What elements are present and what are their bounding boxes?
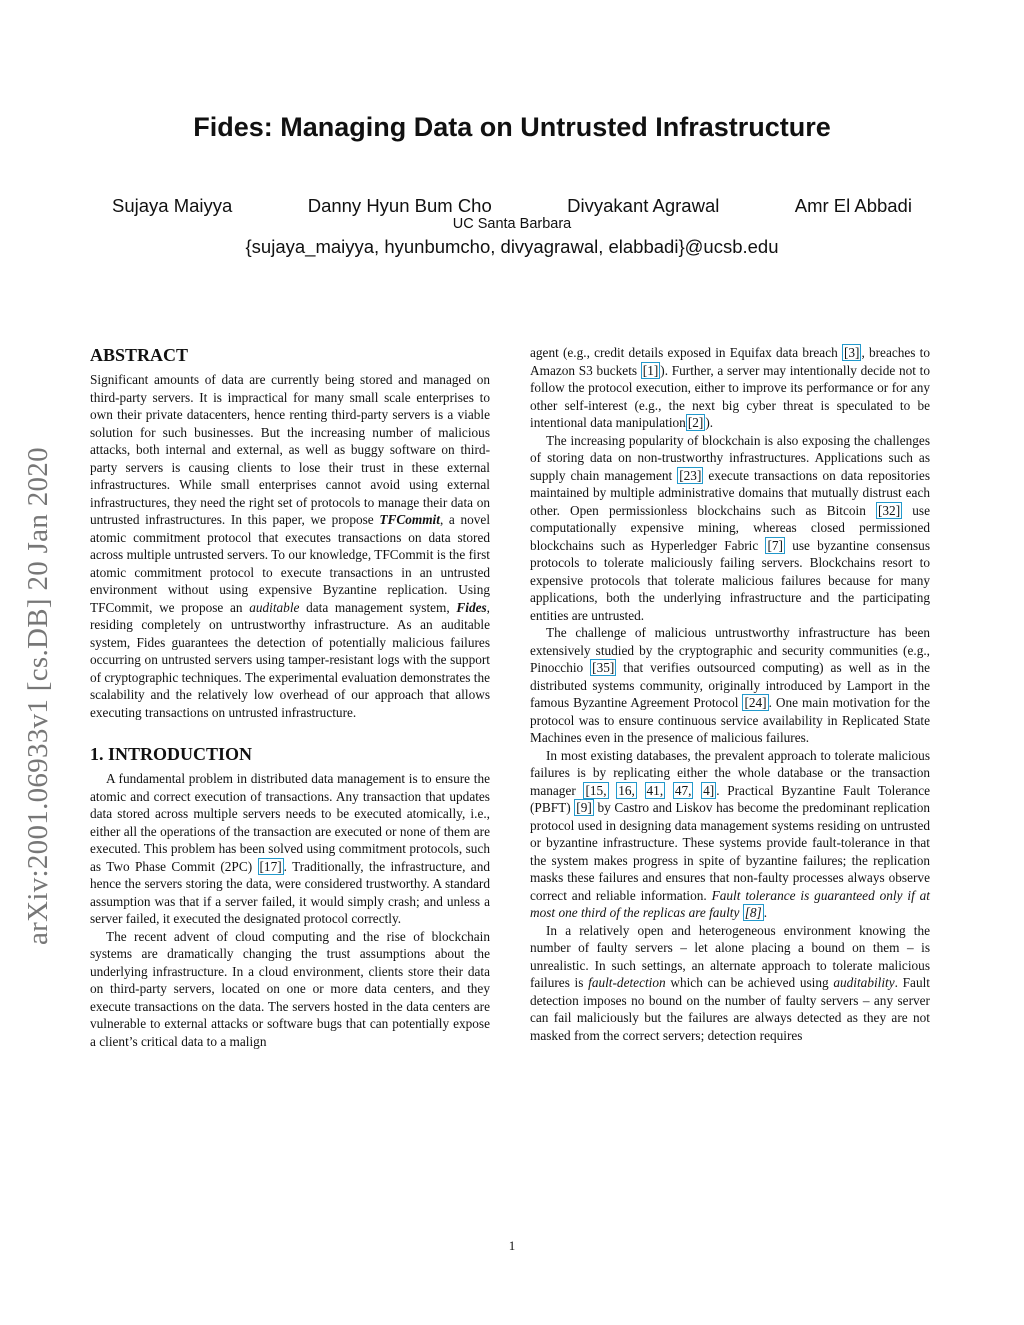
author-list (112, 195, 912, 217)
citation-link[interactable]: 41, (646, 782, 664, 798)
abstract-text: Significant amounts of data are currently being stored and managed on third-party servers. It is impractical for many small scale enterprises to own their private datacenters, hence renting third-party servers is a viable solution for such businesses. But the increasing number of malicious attacks, both internal and external, as well as buggy software on third-party servers is causing clients to lose their trust in these external infrastructures. While small enterprises cannot avoid using external infrastructures, they need the right set of protocols to manage their data on untrusted infrastructures. In this paper, we propose TFCommit, a novel atomic commitment protocol that executes transactions on data stored across multiple untrusted servers. To our knowledge, TFCommit is the first atomic commitment protocol to execute transactions in an untrusted environment without using expensive Byzantine replication. Using TFCommit, we propose an auditable data management system, Fides, residing completely on untrustworthy infrastructure. As an auditable system, Fides guarantees the detection of potentially malicious failures occurring on untrusted servers using tamper-resistant logs with the support of cryptographic techniques. The experimental evaluation demonstrates the scalability and the relatively low overhead of our approach that allows executing transactions on untrusted infrastructure. (90, 372, 491, 720)
paragraph: The challenge of malicious untrustworthy infrastructure has been extensively studied by the cryptographic and security communities (e.g., Pinocchio [35] that verifies outsourced computing) as well as in the distributed systems community, originally introduced by Lamport in the famous Byzantine Agreement Protocol [24] . One main motivation for the protocol was to ensure continuous service availability in Replicated State Machines even in the presence of malicious failures. (530, 625, 931, 745)
citation-link[interactable]: [8] (744, 905, 762, 920)
paper-title: Fides: Managing Data on Untrusted Infrastructure (193, 112, 831, 142)
citation-link[interactable]: [15, (585, 782, 607, 798)
citation-link[interactable]: [35] (592, 660, 615, 675)
paragraph: The recent advent of cloud computing and the rise of blockchain systems are dramatically changing the trust assumptions about the underlying infrastructure. In a cloud environment, clients store their data on third-party servers, located on one or more data centers, and they execute transactions on the data. The servers hosted in the data centers are vulnerable to external attacks or software bugs that can potentially expose a client’s critical data to a malign (90, 928, 490, 1049)
citation-link[interactable]: [7] (767, 537, 783, 553)
author-emails: {sujaya_maiyya, hyunbumcho, divyagrawal, elabbadi}@ucsb.edu (245, 236, 779, 257)
paragraph: A fundamental problem in distributed data management is to ensure the atomic and correct execution of transactions. Any transaction that updates data stored across multiple servers needs to be executed atomically, i.e., either all the operations of the transaction are executed or none of them are executed. This problem has been solved using commitment protocols, such as Two Phase Commit (2PC) [17] . Traditionally, the infrastructure, and hence the servers storing the data, were considered trustworthy. A standard assumption was that if a server failed, it would simply crash; and unless a server failed, it executed the designated protocol correctly. (90, 771, 490, 926)
citation-link[interactable]: [2] (687, 415, 704, 430)
left-column (90, 344, 490, 1050)
paragraph: The increasing popularity of blockchain is also exposing the challenges of storing data on non-trustworthy infrastructures. Applications such as supply chain management [23] execute transactions on data repositories maintained by multiple administrative domains that mutually distrust each other. Open permissionless blockchains such as Bitcoin [32] use computationally expensive mining, whereas closed permissioned blockchains such as Hyperledger Fabric [7] use byzantine consensus protocols to tolerate maliciously failing servers. Blockchains resort to expensive protocols that tolerate malicious failures because for many applications, both the underlying infrastructure and the participating entities are untrusted. (530, 432, 931, 623)
citation-link[interactable]: [17] (259, 858, 282, 874)
paragraph: In most existing databases, the prevalent approach to tolerate malicious failures is by replicating either the whole database or the transaction manager [15, 16, 41, 47, 4] . Practical Byzantine Fault Tolerance (PBFT) [9] by Castro and Liskov has become the predominant replication protocol used in designing data management systems residing on untrusted or byzantine infrastructure. These systems provide fault-tolerance in that the system makes progress in spite of byzantine failures; the replication masks these failures and ensures that non-faulty processes always observe correct and reliable information. Fault tolerance is guaranteed only if at most one third of the replicas are faulty [8] . (530, 747, 931, 920)
citation-link[interactable]: [24] (744, 695, 767, 710)
paragraph: In a relatively open and heterogeneous environment knowing the number of faulty servers – let alone placing a bound on them – is unrealistic. In such settings, an alternate approach to tolerate malicious failures is fault-detection which can be achieved using auditability. Fault detection imposes no bound on the number of faulty servers – any server can fail maliciously but the failures are always detected as they are not masked from the correct servers; detection requires (530, 922, 930, 1043)
citation-link[interactable]: [9] (576, 800, 592, 815)
right-column (530, 344, 930, 1044)
page-number: 1 (508, 1238, 516, 1253)
affiliation: UC Santa Barbara (452, 216, 572, 232)
citation-link[interactable]: 47, (674, 782, 692, 798)
author: Danny Hyun Bum Cho (307, 195, 492, 216)
citation-link[interactable]: [3] (843, 345, 860, 360)
citation-link[interactable]: [32] (877, 502, 901, 518)
author: Divyakant Agrawal (567, 195, 720, 216)
arxiv-stamp: arXiv:2001.06933v1 [cs.DB] 20 Jan 2020 (22, 447, 54, 945)
citation-link[interactable]: [23] (679, 467, 702, 483)
author: Sujaya Maiyya (112, 195, 233, 216)
paragraph: agent (e.g., credit details exposed in Equifax data breach [3] , breaches to Amazon S3 buckets [1] ). Further, a server may intentionally decide not to follow the protocol execution, either to improve its performance or for any other self-interest (e.g., the next big cyber threat is speculated to be intentional data manipulation [2] ). (530, 345, 931, 430)
introduction-heading: 1. INTRODUCTION (90, 744, 253, 764)
citation-link[interactable]: 4] (703, 782, 715, 798)
citation-link[interactable]: [1] (642, 362, 659, 378)
author: Amr El Abbadi (794, 195, 912, 216)
abstract-heading: ABSTRACT (90, 345, 189, 365)
citation-link[interactable]: 16, (618, 782, 635, 798)
